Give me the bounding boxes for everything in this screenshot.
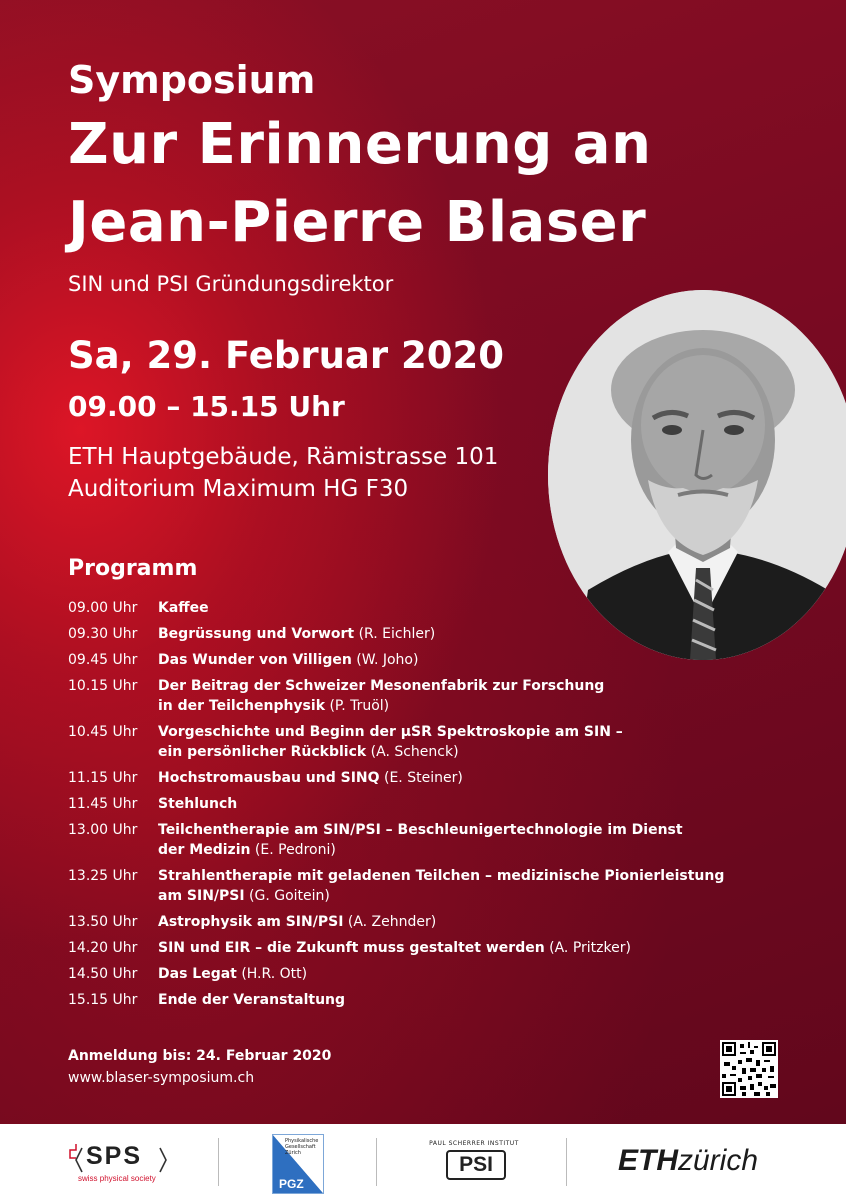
program-item [68, 912, 768, 932]
logo-bar [0, 1124, 846, 1200]
pgz-logo[interactable] [272, 1134, 324, 1194]
registration-deadline: Anmeldung bis: 24. Februar 2020 [68, 1048, 332, 1064]
event-date: Sa, 29. Februar 2020 [68, 334, 504, 377]
program-item [68, 938, 768, 958]
program-item-title: Strahlentherapie mit geladenen Teilchen – medizinische Pionierleistung am SIN/PSI [158, 868, 725, 904]
title-line-2: Jean-Pierre Blaser [68, 190, 647, 255]
program-item-time: 11.45 Uhr [68, 796, 138, 812]
sps-text: swiss physical society [78, 1174, 156, 1183]
program-item-title: Ende der Veranstaltung [158, 992, 346, 1008]
program-item-time: 14.50 Uhr [68, 966, 138, 982]
kicker: Symposium [68, 58, 316, 102]
psi-mark: PSI [446, 1150, 506, 1180]
program-item [68, 650, 768, 670]
program-item-time: 10.15 Uhr [68, 678, 138, 694]
program-item-time: 13.50 Uhr [68, 914, 138, 930]
program-item-title: Hochstromausbau und SINQ [158, 770, 380, 786]
program-item [68, 964, 768, 984]
location-line-1: ETH Hauptgebäude, Rämistrasse 101 [68, 444, 499, 470]
program-item-speaker: (A. Zehnder) [347, 914, 437, 930]
psi-small: PAUL SCHERRER INSTITUT [429, 1140, 519, 1147]
program-item-time: 13.00 Uhr [68, 822, 138, 838]
program-item-time: 09.45 Uhr [68, 652, 138, 668]
subtitle: SIN und PSI Gründungsdirektor [68, 272, 394, 296]
program-item-speaker: (A. Schenck) [370, 744, 459, 760]
program-item-time: 11.15 Uhr [68, 770, 138, 786]
program-item-title: SIN und EIR – die Zukunft muss gestaltet werden [158, 940, 545, 956]
program-item-title: Kaffee [158, 600, 209, 616]
qr-code-icon [720, 1040, 778, 1098]
program-item-title: Vorgeschichte und Beginn der µSR Spektroskopie am SIN – ein persönlicher Rückblick [158, 724, 623, 760]
pgz-small: Physikalische Gesellschaft Zürich [285, 1138, 319, 1156]
program-item-title: Astrophysik am SIN/PSI [158, 914, 344, 930]
program-item [68, 820, 768, 860]
logo-divider [376, 1138, 377, 1186]
program-item-title: Stehlunch [158, 796, 238, 812]
program-item [68, 722, 768, 762]
program-item-title: Das Legat [158, 966, 237, 982]
program-item [68, 794, 768, 814]
program-item-time: 10.45 Uhr [68, 724, 138, 740]
qr-code[interactable] [720, 1040, 778, 1098]
sps-logo[interactable] [66, 1140, 176, 1186]
program-item-speaker: (A. Pritzker) [549, 940, 631, 956]
program-item [68, 624, 768, 644]
eth-mark: ETH [618, 1144, 678, 1177]
program-list [68, 598, 768, 1016]
program-item-speaker: (E. Pedroni) [254, 842, 336, 858]
program-item [68, 676, 768, 716]
program-item-time: 15.15 Uhr [68, 992, 138, 1008]
psi-logo[interactable] [426, 1140, 522, 1184]
program-item-title: Teilchentherapie am SIN/PSI – Beschleunigertechnologie im Dienst der Medizin [158, 822, 683, 858]
title-line-1: Zur Erinnerung an [68, 112, 652, 177]
sps-mark: SPS [86, 1142, 143, 1170]
program-item-title: Der Beitrag der Schweizer Mesonenfabrik zur Forschung in der Teilchenphysik [158, 678, 605, 714]
eth-logo[interactable] [618, 1144, 788, 1180]
event-time: 09.00 – 15.15 Uhr [68, 390, 345, 423]
program-item [68, 990, 768, 1010]
logo-divider [566, 1138, 567, 1186]
program-item-title: Das Wunder von Villigen [158, 652, 352, 668]
program-item-time: 13.25 Uhr [68, 868, 138, 884]
program-item [68, 598, 768, 618]
eth-text: zürich [678, 1144, 759, 1177]
program-item-title: Begrüssung und Vorwort [158, 626, 355, 642]
program-item-time: 09.30 Uhr [68, 626, 138, 642]
program-item-speaker: (W. Joho) [356, 652, 419, 668]
logo-divider [218, 1138, 219, 1186]
program-item-time: 09.00 Uhr [68, 600, 138, 616]
program-item-speaker: (R. Eichler) [358, 626, 436, 642]
pgz-mark: PGZ [279, 1177, 304, 1191]
location-line-2: Auditorium Maximum HG F30 [68, 476, 409, 502]
program-item-speaker: (E. Steiner) [384, 770, 463, 786]
program-item-speaker: (P. Truöl) [329, 698, 390, 714]
program-heading: Programm [68, 556, 198, 581]
program-item [68, 866, 768, 906]
program-item-speaker: (G. Goitein) [249, 888, 330, 904]
registration-website[interactable]: www.blaser-symposium.ch [68, 1070, 255, 1086]
program-item-speaker: (H.R. Ott) [241, 966, 308, 982]
program-item-time: 14.20 Uhr [68, 940, 138, 956]
program-item [68, 768, 768, 788]
